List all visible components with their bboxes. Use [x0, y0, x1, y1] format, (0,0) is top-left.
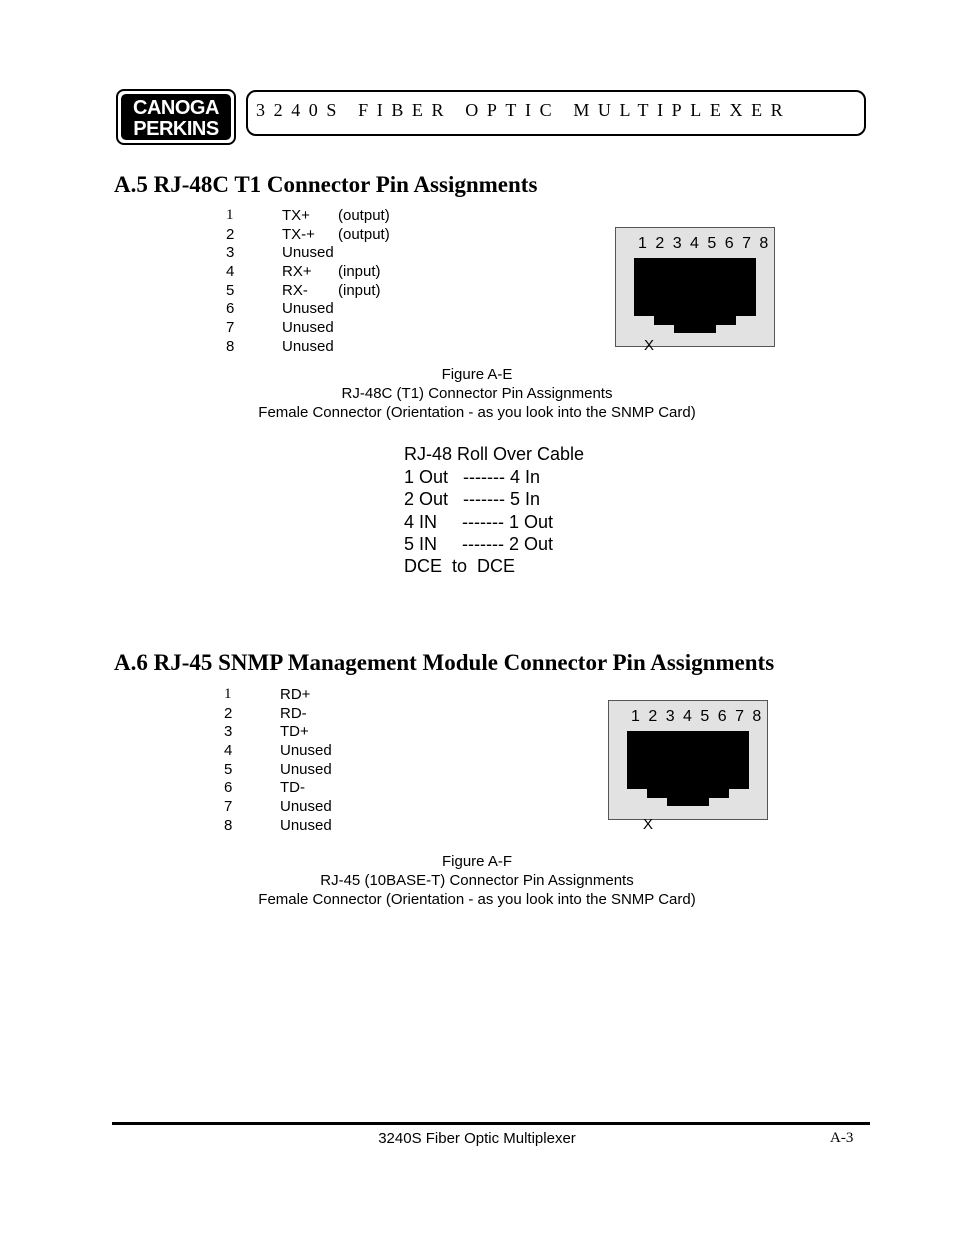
- pin-signal: Unused: [282, 244, 334, 261]
- cable-line: 5 IN ------- 2 Out: [404, 534, 554, 554]
- jack-tab-latch: [667, 798, 709, 806]
- pin-signal: Unused: [282, 338, 334, 355]
- pin-number: 6: [224, 779, 233, 796]
- figure-a-f-note: Female Connector (Orientation - as you look into the SNMP Card): [258, 891, 696, 908]
- jack-opening: [627, 731, 749, 789]
- section-a5-heading: A.5 RJ-48C T1 Connector Pin Assignments: [114, 172, 538, 197]
- pin-number: 3: [224, 723, 233, 740]
- header-banner: [246, 90, 866, 136]
- header-title: 3240S FIBER OPTIC MULTIPLEXER: [256, 100, 792, 120]
- pin-signal: TX-+: [282, 226, 315, 243]
- pin-signal: Unused: [282, 319, 334, 336]
- pin-signal: TX+: [282, 207, 310, 224]
- pin-direction: (input): [338, 263, 381, 280]
- pin-number: 1: [224, 686, 232, 702]
- jack-pin-numbers: 1 2 3 4 5 6 7 8: [631, 708, 764, 725]
- pin-number: 8: [226, 338, 235, 355]
- pin-number: 1: [226, 207, 234, 223]
- figure-a-e-title: RJ-48C (T1) Connector Pin Assignments: [341, 385, 613, 402]
- pin-number: 4: [224, 742, 233, 759]
- jack-orientation-mark: X: [644, 337, 655, 354]
- page-number: A-3: [830, 1130, 854, 1146]
- canoga-perkins-logo: [116, 89, 236, 145]
- pin-number: 2: [224, 705, 233, 722]
- pin-number: 8: [224, 817, 233, 834]
- pin-signal: RD+: [280, 686, 311, 703]
- cable-line: 1 Out ------- 4 In: [404, 467, 541, 487]
- logo-line-2: PERKINS: [133, 118, 219, 140]
- pin-signal: TD-: [280, 779, 305, 796]
- figure-a-e-note: Female Connector (Orientation - as you look into the SNMP Card): [258, 404, 696, 421]
- jack-tab-latch: [674, 325, 716, 333]
- jack-tab: [654, 316, 736, 325]
- pin-signal: Unused: [280, 742, 332, 759]
- pin-number: 3: [226, 244, 235, 261]
- cable-line: 2 Out ------- 5 In: [404, 489, 541, 509]
- pin-signal: Unused: [280, 817, 332, 834]
- pin-number: 7: [226, 319, 235, 336]
- figure-a-f-label: Figure A-F: [441, 853, 513, 870]
- pin-signal: Unused: [280, 761, 332, 778]
- logo-line-1: CANOGA: [133, 97, 219, 119]
- figure-a-e-label: Figure A-E: [441, 366, 513, 383]
- pin-signal: TD+: [280, 723, 309, 740]
- pin-number: 5: [226, 282, 235, 299]
- cable-line: 4 IN ------- 1 Out: [404, 512, 554, 532]
- footer-rule: [112, 1122, 870, 1125]
- pin-signal: RX+: [282, 263, 312, 280]
- pin-number: 2: [226, 226, 235, 243]
- jack-pin-numbers: 1 2 3 4 5 6 7 8: [638, 235, 771, 252]
- pin-direction: (output): [338, 207, 390, 224]
- cable-title: RJ-48 Roll Over Cable: [404, 444, 585, 464]
- cable-line: DCE to DCE: [404, 556, 516, 576]
- pin-number: 5: [224, 761, 233, 778]
- rj48c-jack-diagram: [615, 227, 775, 347]
- footer-title: 3240S Fiber Optic Multiplexer: [378, 1130, 576, 1147]
- pin-number: 6: [226, 300, 235, 317]
- pin-signal: RD-: [280, 705, 307, 722]
- pin-signal: RX-: [282, 282, 308, 299]
- jack-orientation-mark: X: [643, 816, 654, 833]
- jack-tab: [647, 789, 729, 798]
- pin-direction: (output): [338, 226, 390, 243]
- pin-signal: Unused: [282, 300, 334, 317]
- section-a6-heading: A.6 RJ-45 SNMP Management Module Connector Pin Assignments: [114, 650, 775, 675]
- pin-direction: (input): [338, 282, 381, 299]
- jack-opening: [634, 258, 756, 316]
- pin-number: 7: [224, 798, 233, 815]
- rj45-jack-diagram: [608, 700, 768, 820]
- pin-number: 4: [226, 263, 235, 280]
- pin-signal: Unused: [280, 798, 332, 815]
- figure-a-f-title: RJ-45 (10BASE-T) Connector Pin Assignments: [320, 872, 634, 889]
